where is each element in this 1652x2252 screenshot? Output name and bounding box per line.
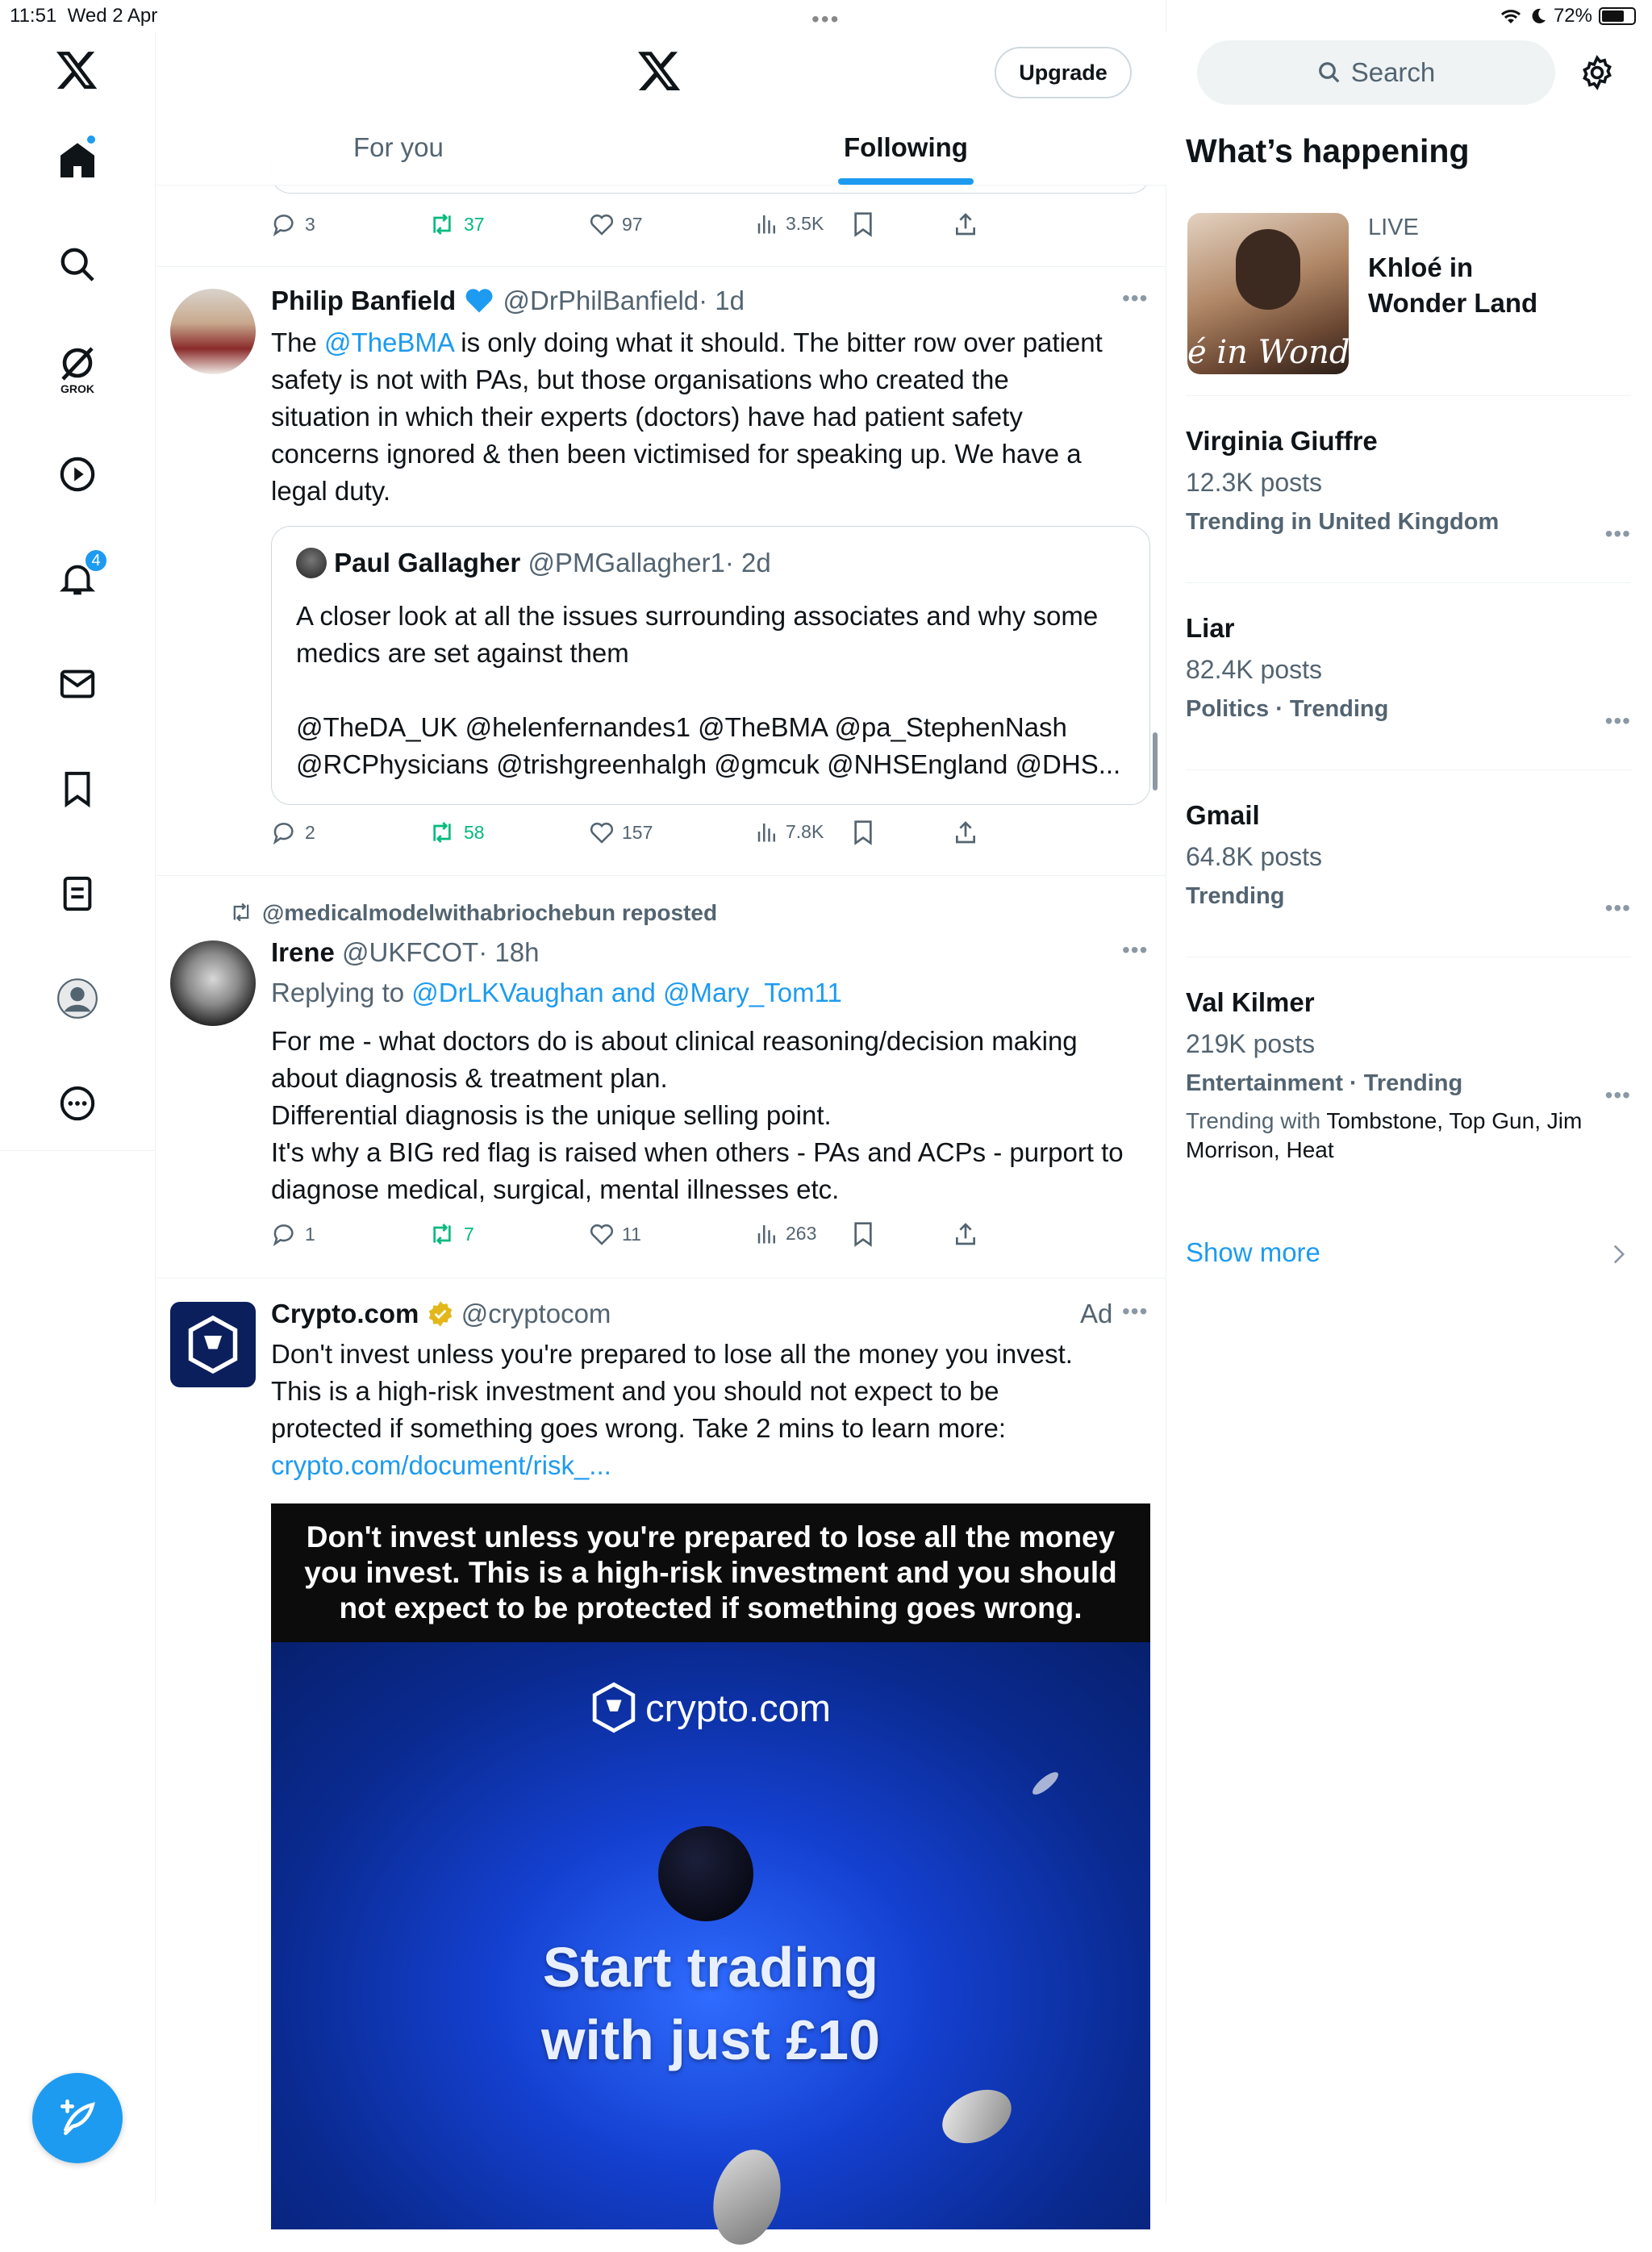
x-logo-icon[interactable] xyxy=(39,32,116,110)
status-time: 11:51 Wed 2 Apr xyxy=(10,5,158,27)
live-title: Khloé in Wonder Land xyxy=(1368,252,1538,318)
like-button[interactable]: 97 xyxy=(588,211,643,237)
share-button[interactable] xyxy=(953,211,978,237)
tab-active-indicator xyxy=(838,178,974,185)
quote-author-name: Paul Gallagher xyxy=(334,548,521,578)
bookmark-button[interactable] xyxy=(852,1221,874,1247)
share-icon xyxy=(953,211,978,237)
like-button[interactable]: 157 xyxy=(588,819,653,845)
sidebar-divider xyxy=(1186,582,1631,583)
views-button[interactable]: 3.5K xyxy=(755,211,824,236)
compose-icon xyxy=(57,2098,98,2138)
repost-button[interactable]: 37 xyxy=(427,211,485,237)
share-icon xyxy=(953,1221,978,1247)
chevron-right-icon xyxy=(1612,1244,1626,1265)
author-handle[interactable]: @UKFCOT xyxy=(342,937,479,967)
trend-item[interactable]: Liar 82.4K posts Politics · Trending ••• xyxy=(1186,613,1631,733)
post-header xyxy=(271,937,539,968)
heart-icon xyxy=(588,1221,615,1247)
live-thumbnail-text: é in Wonder l xyxy=(1187,334,1405,371)
search-placeholder: Search xyxy=(1350,57,1436,87)
more-icon[interactable] xyxy=(39,1065,116,1142)
post-time: · 18h xyxy=(478,937,540,967)
reply-icon xyxy=(271,819,298,845)
author-name[interactable]: Irene xyxy=(271,937,335,967)
grok-label: GROK xyxy=(60,382,94,395)
post-actions xyxy=(271,211,1045,244)
more-options-icon[interactable]: ••• xyxy=(1122,286,1149,311)
nav-divider xyxy=(0,1150,156,1151)
quote-text: A closer look at all the issues surrounding associates and why some medics are set against them @TheDA_UK @helenfernandes1 @TheBMA @pa_StephenNash @RCPhysicians @trishgreenhalgh @gmcuk @NHSEngland @DHS... xyxy=(296,601,1121,779)
trend-more-icon[interactable]: ••• xyxy=(1604,1082,1631,1107)
replying-to: Replying to @DrLKVaughan and @Mary_Tom11 xyxy=(271,978,842,1007)
show-more-link[interactable]: Show more xyxy=(1186,1237,1320,1267)
trend-more-icon[interactable]: ••• xyxy=(1604,521,1631,546)
views-icon xyxy=(755,819,779,844)
repost-icon xyxy=(427,1221,457,1247)
post-text: Don't invest unless you're prepared to lose all the money you invest. This is a high-risk investment and you should not expect to be protected if something goes wrong. Take 2 mins to learn more: crypto.com/document/risk_... xyxy=(271,1336,1150,1484)
profile-icon[interactable] xyxy=(39,960,116,1037)
left-nav xyxy=(0,32,156,2204)
reply-icon xyxy=(271,1221,298,1247)
blue-heart-icon xyxy=(463,286,495,314)
more-options-icon[interactable]: ••• xyxy=(1122,1299,1149,1324)
timeline-header xyxy=(156,32,1166,186)
live-thumbnail-figure xyxy=(1236,229,1300,310)
trend-item[interactable]: Virginia Giuffre 12.3K posts Trending in United Kingdom ••• xyxy=(1186,426,1631,546)
risk-link[interactable]: crypto.com/document/risk_... xyxy=(271,1450,611,1480)
quote-avatar xyxy=(296,548,327,578)
notifications-badge: 4 xyxy=(84,548,108,573)
search-icon[interactable] xyxy=(39,226,116,303)
replying-to-links[interactable]: @DrLKVaughan and @Mary_Tom11 xyxy=(411,978,842,1007)
repost-icon xyxy=(427,211,457,237)
mention-link[interactable]: @TheBMA xyxy=(324,327,454,357)
tab-for-you[interactable]: For you xyxy=(353,132,444,162)
post-time: · 1d xyxy=(699,286,745,315)
more-options-icon[interactable]: ••• xyxy=(1122,937,1149,962)
search-icon xyxy=(1317,60,1341,85)
compose-post-button[interactable] xyxy=(32,2073,123,2163)
share-button[interactable] xyxy=(953,819,978,845)
bookmark-icon xyxy=(852,1221,874,1247)
repost-button[interactable]: 58 xyxy=(427,819,485,845)
messages-icon[interactable] xyxy=(39,645,116,723)
post-header xyxy=(271,1299,611,1329)
bookmark-button[interactable] xyxy=(852,819,874,845)
reply-button[interactable]: 1 xyxy=(271,1221,315,1247)
lists-icon[interactable] xyxy=(39,855,116,932)
reply-button[interactable]: 2 xyxy=(271,819,315,845)
x-logo-icon xyxy=(638,52,682,92)
trend-more-icon[interactable]: ••• xyxy=(1604,895,1631,920)
risk-warning-banner: Don't invest unless you're prepared to lose all the money you invest. This is a high-risk investment and you should not expect to be protected if something goes wrong. xyxy=(271,1503,1150,1642)
quoted-post[interactable] xyxy=(271,526,1150,805)
post-actions xyxy=(271,819,1045,852)
post-text: For me - what doctors do is about clinical reasoning/decision making about diagnosis & treatment plan. Differential diagnosis is the unique selling point. It's why a BIG red flag is raised when others - PAs and ACPs - purport to diagnose medical, surgical, mental illnesses etc. xyxy=(271,1026,1124,1204)
quote-time: · 2d xyxy=(724,548,771,578)
bookmark-icon xyxy=(852,211,874,237)
trending-with: Trending with Tombstone, Top Gun, Jim Morrison, Heat xyxy=(1186,1108,1583,1162)
ad-brand: crypto.com xyxy=(271,1683,1150,1733)
views-button[interactable]: 7.8K xyxy=(755,819,824,844)
trend-item[interactable]: Gmail 64.8K posts Trending ••• xyxy=(1186,800,1631,920)
like-button[interactable]: 11 xyxy=(588,1221,641,1247)
author-name[interactable]: Crypto.com xyxy=(271,1299,419,1328)
video-icon[interactable] xyxy=(39,436,116,513)
home-icon[interactable] xyxy=(39,121,116,198)
search-input[interactable] xyxy=(1197,40,1555,105)
settings-gear-icon[interactable] xyxy=(1579,55,1615,90)
reply-button[interactable]: 3 xyxy=(271,211,315,237)
crypto-logo-icon xyxy=(186,1316,240,1374)
post-header xyxy=(271,286,745,316)
upgrade-button[interactable]: Upgrade xyxy=(995,47,1132,98)
bookmark-button[interactable] xyxy=(852,211,874,237)
views-icon xyxy=(755,1221,779,1245)
whats-happening-heading: What’s happening xyxy=(1186,132,1470,169)
views-icon xyxy=(755,211,779,236)
heart-icon xyxy=(588,211,615,237)
repost-button[interactable]: 7 xyxy=(427,1221,474,1247)
post-actions xyxy=(271,1221,1045,1253)
crypto-logo-avatar[interactable] xyxy=(170,1302,256,1387)
post-divider xyxy=(156,875,1166,876)
ad-media[interactable] xyxy=(271,1503,1150,2229)
scrollbar-thumb[interactable] xyxy=(1153,732,1158,790)
quote-header xyxy=(296,548,771,578)
repost-icon xyxy=(228,901,254,924)
sidebar-divider xyxy=(1186,395,1631,396)
repost-icon xyxy=(427,819,457,845)
sidebar-divider xyxy=(1186,769,1631,770)
repost-context: @medicalmodelwithabriochebun reposted xyxy=(228,900,717,926)
live-label: LIVE xyxy=(1368,215,1419,240)
author-name[interactable]: Philip Banfield xyxy=(271,286,457,315)
trend-item[interactable]: Val Kilmer 219K posts Entertainment · Trending Trending with Tombstone, Top Gun, Jim Morrison, Heat ••• xyxy=(1186,987,1631,1165)
crypto-logo-icon xyxy=(590,1683,637,1733)
quote-author-handle: @PMGallagher1 xyxy=(528,548,725,578)
ad-label: Ad xyxy=(1080,1299,1113,1328)
battery-percent: 72% xyxy=(1553,5,1592,27)
ad-headline: Start trading with just £10 xyxy=(540,1936,881,2071)
post-text: The @TheBMA is only doing what it should. The bitter row over patient safety is not with PAs, but those organisations who created the situation in which their experts (doctors) have had patient safety concerns ignored & then been victimised for speaking up. We have a legal duty. xyxy=(271,327,1103,506)
post-divider xyxy=(156,266,1166,267)
bookmarks-icon[interactable] xyxy=(39,750,116,828)
trend-more-icon[interactable]: ••• xyxy=(1604,708,1631,733)
gold-verified-icon xyxy=(427,1300,454,1328)
avatar[interactable] xyxy=(170,940,256,1026)
grok-icon[interactable] xyxy=(39,331,116,408)
tab-following[interactable]: Following xyxy=(844,132,968,162)
timeline xyxy=(156,0,1166,2204)
right-sidebar xyxy=(1166,0,1652,2204)
coin-image xyxy=(658,1826,753,1921)
avatar[interactable] xyxy=(170,289,256,374)
home-new-dot xyxy=(86,134,97,145)
multitasking-dots[interactable]: ••• xyxy=(811,6,841,31)
reply-icon xyxy=(271,211,298,237)
author-handle[interactable]: @cryptocom xyxy=(461,1299,611,1328)
notifications-icon[interactable] xyxy=(39,540,116,618)
heart-icon xyxy=(588,819,615,845)
author-handle[interactable]: @DrPhilBanfield xyxy=(503,286,699,315)
share-icon xyxy=(953,819,978,845)
share-button[interactable] xyxy=(953,1221,978,1247)
bookmark-icon xyxy=(852,819,874,845)
views-button[interactable]: 263 xyxy=(755,1221,816,1245)
